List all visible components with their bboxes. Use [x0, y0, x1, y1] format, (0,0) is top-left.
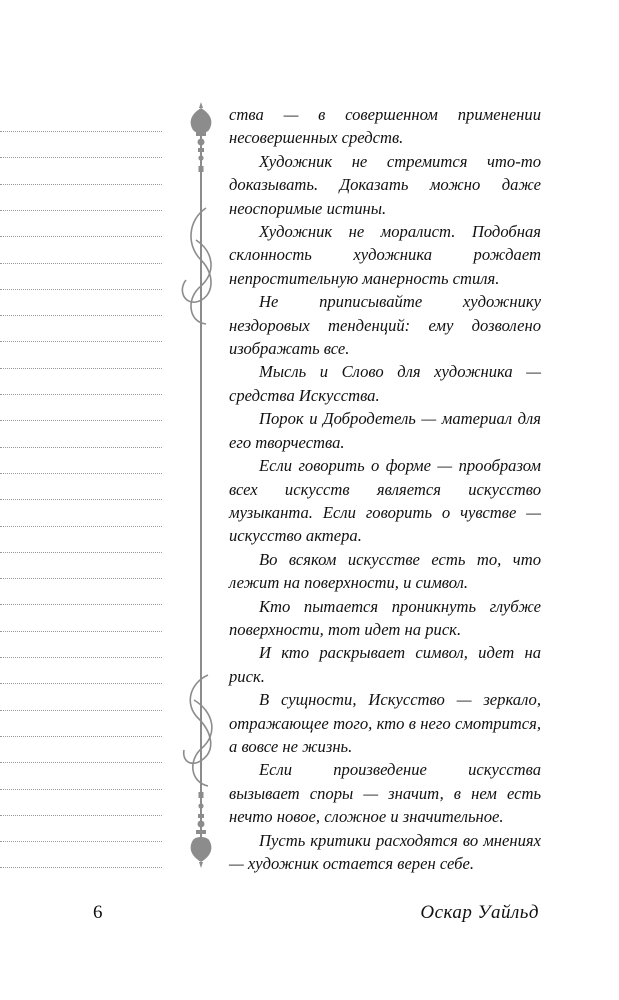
text-column [229, 103, 541, 875]
paragraph: Если произведение искусства вызывает споры — значит, в нем есть нечто новое, сложное и значительное. [229, 760, 541, 827]
note-line [0, 631, 162, 632]
paragraph: Во всяком искусстве есть то, что лежит на поверхности, и символ. [229, 549, 541, 593]
note-lines [0, 131, 162, 891]
vertical-filigree-ornament-icon [176, 100, 226, 880]
note-line [0, 789, 162, 790]
paragraph: Мысль и Слово для художника — средства Искусства. [229, 362, 541, 405]
note-line [0, 736, 162, 737]
note-line [0, 499, 162, 500]
note-line [0, 473, 162, 474]
note-line [0, 289, 162, 290]
note-line [0, 552, 162, 553]
note-line [0, 841, 162, 842]
paragraph: Художник не моралист. Подобная склонность художника рождает непростительную манерность стиля. [229, 222, 541, 288]
paragraph: Пусть критики расходятся во мнениях — художник остается верен себе. [229, 830, 541, 873]
paragraph: Кто пытается проникнуть глубже поверхности, тот идет на риск. [229, 596, 541, 639]
note-line [0, 341, 162, 342]
note-line [0, 394, 162, 395]
note-line [0, 131, 162, 132]
note-line [0, 420, 162, 421]
paragraph: ства — в совершенном применении несовершенных средств. [229, 105, 541, 148]
running-footer-author: Оскар Уайльд [420, 902, 539, 923]
paragraph: Порок и Добродетель — материал для его творчества. [229, 409, 541, 452]
paragraph: Не приписывайте художнику нездоровых тенденций: ему дозволено изображать все. [229, 292, 541, 359]
paragraph: Художник не стремится что-то доказывать. Доказать можно даже неоспоримые истины. [229, 151, 541, 218]
paragraph: Если говорить о форме — прообразом всех искусств является искусство музыканта. Если говорить о чувстве — искусство актера. [229, 456, 541, 546]
note-line [0, 578, 162, 579]
note-line [0, 236, 162, 237]
note-line [0, 210, 162, 211]
note-line [0, 657, 162, 658]
note-line [0, 447, 162, 448]
note-line [0, 683, 162, 684]
note-line [0, 604, 162, 605]
page-number: 6 [93, 902, 103, 923]
note-line [0, 263, 162, 264]
note-line [0, 184, 162, 185]
note-line [0, 710, 162, 711]
note-line [0, 526, 162, 527]
note-line [0, 762, 162, 763]
note-line [0, 315, 162, 316]
note-line [0, 368, 162, 369]
note-line [0, 815, 162, 816]
paragraph: И кто раскрывает символ, идет на риск. [229, 643, 541, 686]
note-line [0, 867, 162, 868]
paragraph: В сущности, Искусство — зеркало, отражающее того, кто в него смотрится, а вовсе не жизнь. [229, 690, 541, 756]
note-line [0, 157, 162, 158]
